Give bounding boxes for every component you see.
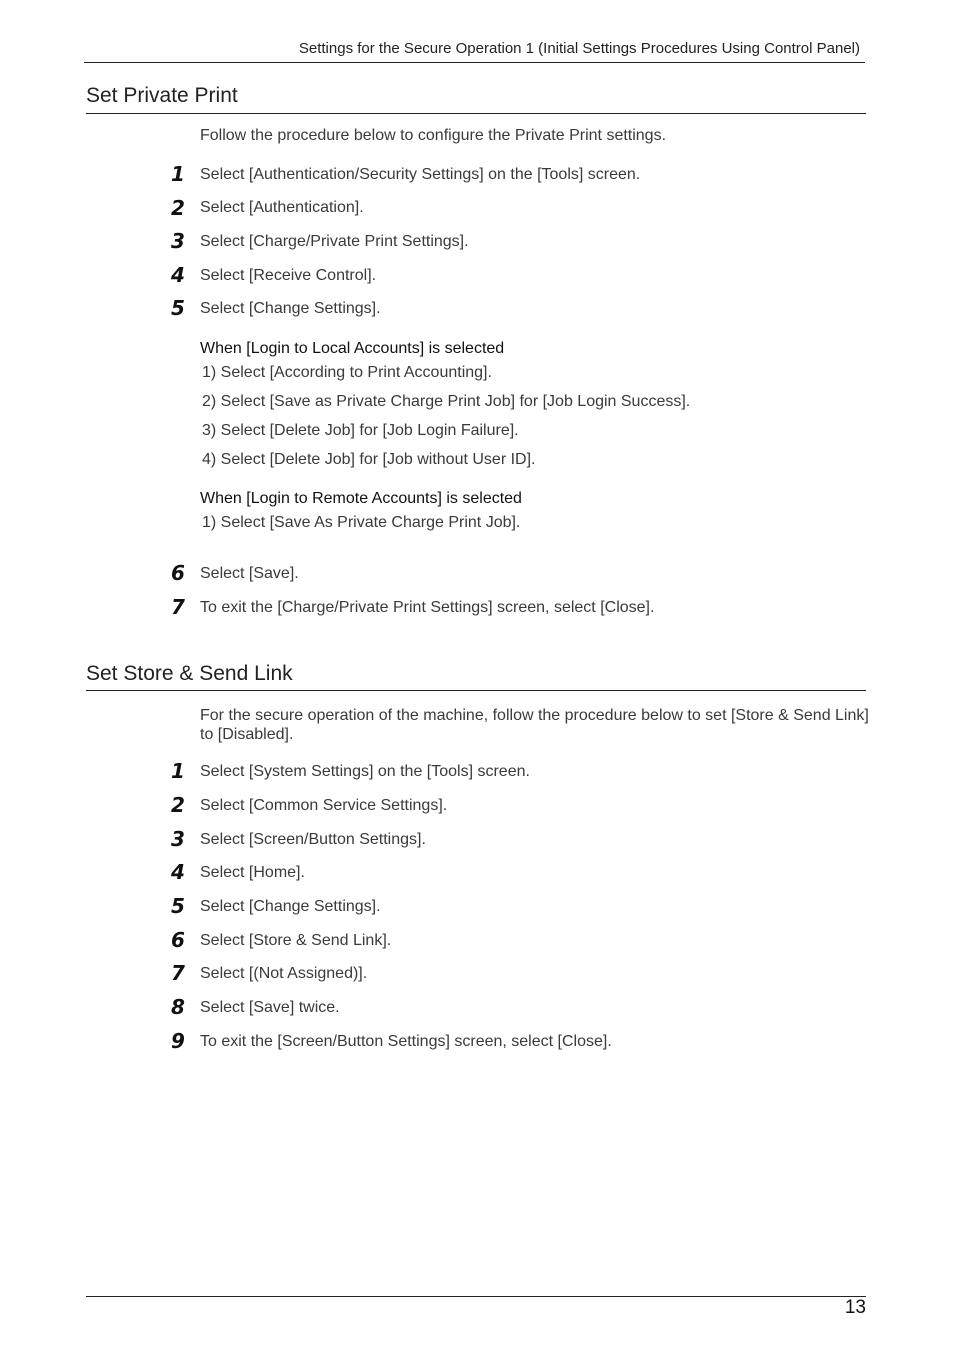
step-text: Select [(Not Assigned)]. (200, 965, 368, 982)
step-number: 7 (171, 961, 185, 985)
step-number: 9 (171, 1029, 185, 1053)
page-number: 13 (844, 1297, 866, 1318)
section-title-private-print: Set Private Print (86, 84, 238, 107)
section-intro-store-send-link: For the secure operation of the machine, follow the procedure below to set [Store & Send Link] to [Disabled]. (200, 707, 869, 743)
section-title-store-send-link: Set Store & Send Link (86, 662, 293, 685)
sub-step: 4) Select [Delete Job] for [Job without User ID]. (202, 451, 536, 468)
step-text: Select [Authentication/Security Settings] on the [Tools] screen. (200, 166, 641, 183)
step-text: Select [Change Settings]. (200, 300, 381, 317)
sub-step: 2) Select [Save as Private Charge Print Job] for [Job Login Success]. (202, 393, 691, 410)
sub-heading-remote-accounts: When [Login to Remote Accounts] is selected (200, 490, 522, 507)
sub-heading-local-accounts: When [Login to Local Accounts] is selected (200, 340, 505, 357)
step-number: 3 (171, 827, 185, 851)
step-number: 4 (171, 263, 185, 287)
step-text: Select [Authentication]. (200, 199, 364, 216)
step-text: Select [Store & Send Link]. (200, 932, 392, 949)
step-text: To exit the [Charge/Private Print Settings] screen, select [Close]. (200, 599, 655, 616)
header-rule (84, 62, 865, 63)
step-number: 1 (171, 759, 185, 783)
step-number: 5 (171, 296, 185, 320)
step-text: Select [Home]. (200, 864, 305, 881)
step-number: 7 (171, 595, 185, 619)
section-rule-store-send-link (86, 690, 866, 691)
sub-step: 3) Select [Delete Job] for [Job Login Failure]. (202, 422, 519, 439)
step-text: Select [Common Service Settings]. (200, 797, 448, 814)
step-number: 2 (171, 196, 185, 220)
step-number: 1 (171, 162, 185, 186)
step-number: 2 (171, 793, 185, 817)
step-number: 6 (171, 561, 185, 585)
step-text: Select [Save] twice. (200, 999, 340, 1016)
section-intro-private-print: Follow the procedure below to configure the Private Print settings. (200, 127, 667, 144)
step-number: 3 (171, 229, 185, 253)
step-text: To exit the [Screen/Button Settings] screen, select [Close]. (200, 1033, 612, 1050)
running-header: Settings for the Secure Operation 1 (Initial Settings Procedures Using Control Panel) (298, 40, 860, 57)
footer-rule (86, 1296, 866, 1297)
step-text: Select [Charge/Private Print Settings]. (200, 233, 469, 250)
step-number: 5 (171, 894, 185, 918)
section-rule-private-print (86, 113, 866, 114)
step-text: Select [Save]. (200, 565, 299, 582)
step-text: Select [Receive Control]. (200, 267, 377, 284)
step-number: 4 (171, 860, 185, 884)
sub-step: 1) Select [Save As Private Charge Print Job]. (202, 514, 521, 531)
step-number: 8 (171, 995, 185, 1019)
step-number: 6 (171, 928, 185, 952)
step-text: Select [Screen/Button Settings]. (200, 831, 426, 848)
step-text: Select [System Settings] on the [Tools] screen. (200, 763, 530, 780)
sub-step: 1) Select [According to Print Accounting]. (202, 364, 492, 381)
step-text: Select [Change Settings]. (200, 898, 381, 915)
